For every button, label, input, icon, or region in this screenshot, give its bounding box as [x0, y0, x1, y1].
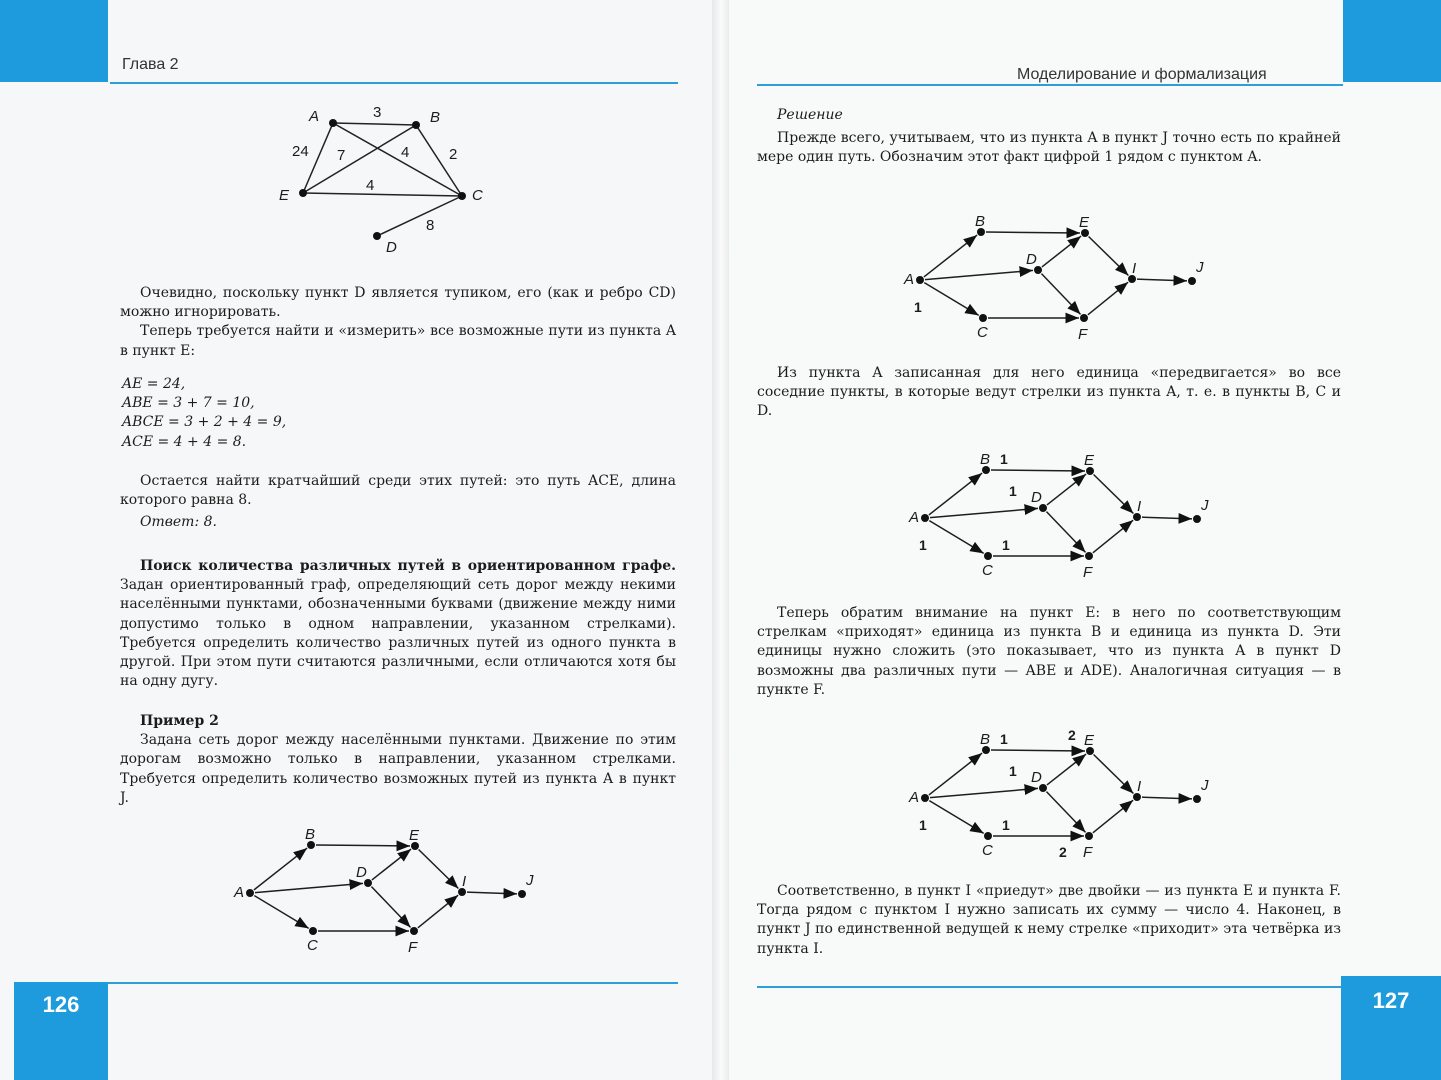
- node-label-c: C: [977, 324, 988, 341]
- node-label-f: F: [1083, 564, 1093, 581]
- node-j: [1193, 515, 1201, 523]
- edge-f-i: [1093, 800, 1133, 833]
- directed-graph-step-2: [890, 442, 1220, 582]
- edge-a-d: [930, 508, 1038, 517]
- node-c: [979, 314, 987, 322]
- edge-f-i: [1088, 282, 1128, 315]
- section-title: Поиск количества различных путей в ориентированном графе.: [140, 558, 676, 574]
- node-a: [921, 794, 929, 802]
- paragraph: [757, 604, 1341, 700]
- node-label-f: F: [1078, 326, 1088, 343]
- node-label-i: I: [462, 873, 467, 890]
- edge-a-b: [929, 473, 982, 515]
- node-label-a: A: [909, 509, 920, 526]
- paragraph-sum: Теперь обратим внимание на пункт E: в него по соответствующим стрелкам «приходят» единица из пункта B и единица из пункта D. Эти единицы нужно сложить (это показывает, что из пункта A в пункт D возможны два различных пути — ABE и ADE). Аналогичная ситуация — в пункте F.: [757, 605, 1341, 698]
- edge-d-f: [1041, 274, 1080, 315]
- node-a: [921, 514, 929, 522]
- node-label-b: B: [980, 731, 991, 748]
- node-label-b: B: [305, 826, 316, 843]
- node-label-e: E: [1079, 214, 1090, 231]
- directed-graph-step-1: [890, 205, 1220, 343]
- answer-line: Ответ: 8.: [140, 514, 217, 531]
- node-f: [1085, 552, 1093, 560]
- node-label-j: J: [1201, 777, 1209, 794]
- node-label-d: D: [1026, 251, 1037, 268]
- node-c: [309, 927, 317, 935]
- node-label-d: D: [1031, 769, 1042, 786]
- weight-ae: 24: [292, 143, 309, 160]
- node-label-i: I: [1132, 260, 1137, 277]
- edge-i-j: [1142, 517, 1192, 519]
- paragraph-result: Соответственно, в пункт I «приедут» две двойки — из пункта E и пункта F. Тогда рядом с пунктом I нужно записать их сумму — число 4. Наконец, в пункт J по единственной ведущей к нему стрелке «приходит» эта четвёрка из пункта I.: [757, 883, 1341, 957]
- node-label-c: C: [982, 562, 993, 579]
- value-label-a: 1: [919, 817, 927, 833]
- edge-i-j: [1137, 279, 1187, 281]
- paragraph-spread: Из пункта A записанная для него единица «передвигается» во все соседние пункты, в которые ведут стрелки из пункта A, т. е. в пункты B, C и D.: [757, 365, 1341, 420]
- value-label-a: 1: [919, 537, 927, 553]
- edge-i-j: [467, 892, 517, 894]
- edge-d-e: [372, 849, 411, 880]
- formula-line: ACE = 4 + 4 = 8.: [122, 433, 247, 450]
- example-title: Пример 2: [140, 713, 219, 729]
- node-j: [518, 890, 526, 898]
- node-label-a: A: [234, 884, 245, 901]
- edge-e-i: [419, 849, 459, 888]
- solution-label: Решение: [777, 107, 843, 123]
- node-label-b: B: [980, 451, 991, 468]
- formula-line: AE = 24,: [122, 376, 186, 392]
- formula-line: ABE = 3 + 7 = 10,: [122, 395, 255, 412]
- edge-a-d: [255, 883, 363, 892]
- paragraph: [120, 284, 676, 361]
- chapter-header: Глава 2: [122, 56, 179, 73]
- value-label-c: 1: [1002, 537, 1010, 553]
- solution-block: [757, 106, 1341, 168]
- edge-f-i: [1093, 520, 1133, 553]
- footer-rule: [108, 982, 678, 984]
- node-label-a: A: [904, 271, 915, 288]
- node-label-f: F: [408, 939, 418, 956]
- node-label-i: I: [1137, 498, 1142, 515]
- node-j: [1188, 277, 1196, 285]
- node-label-j: J: [526, 872, 534, 889]
- edge-e-i: [1089, 236, 1129, 275]
- node-c: [984, 552, 992, 560]
- node-label-b: B: [975, 213, 986, 230]
- node-label-f: F: [1083, 844, 1093, 861]
- paragraph-dead-end: Очевидно, поскольку пункт D является тупиком, его (как и ребро CD) можно игнорировать.: [120, 285, 676, 321]
- node-label-d: D: [386, 239, 397, 256]
- paragraph-start: Прежде всего, учитываем, что из пункта A в пункт J точно есть по крайней мере один путь. Обозначим этот факт цифрой 1 рядом с пунктом A.: [757, 130, 1341, 166]
- left-page: [0, 0, 712, 1080]
- section-text: Задан ориентированный граф, определяющий сеть дорог между некими населёнными пунктами, обозначенными буквами (движение между ними допустимо только в одном направлении, указанном стрелками). Требуется определить количество различных путей из одного пункта в другой. При этом пути считаются различными, если отличаются хотя бы на одну дугу.: [120, 577, 676, 690]
- weight-ac: 4: [401, 144, 410, 161]
- edge-a-b: [254, 848, 307, 890]
- value-label-a: 1: [914, 299, 922, 315]
- value-label-b: 1: [1000, 451, 1008, 467]
- header-rule: [110, 82, 678, 84]
- edge-a-b: [924, 235, 977, 277]
- edge-a-d: [930, 788, 1038, 797]
- edge-d-f: [371, 887, 410, 928]
- node-label-e: E: [1084, 452, 1095, 469]
- node-label-c: C: [307, 937, 318, 954]
- formula-line: ABCE = 3 + 2 + 4 = 9,: [122, 414, 287, 431]
- weight-be: 7: [337, 147, 346, 164]
- value-label-d: 1: [1009, 483, 1017, 499]
- paragraph-paths: Теперь требуется найти и «измерить» все возможные пути из пункта A в пункт E:: [120, 323, 676, 359]
- section-block: [120, 557, 676, 691]
- node-c: [984, 832, 992, 840]
- chapter-tab: [0, 0, 108, 82]
- edge-d-e: [1047, 754, 1086, 785]
- paragraph: [757, 364, 1341, 422]
- node-label-c: C: [982, 842, 993, 859]
- edge-e-i: [1094, 474, 1134, 513]
- weight-ec: 4: [366, 177, 375, 194]
- node-label-e: E: [409, 827, 420, 844]
- edge-d-e: [1042, 236, 1081, 267]
- example-text: Задана сеть дорог между населёнными пунктами. Движение по этим дорогам возможно только в направлении, указанном стрелками. Требуется определить количество возможных путей из пункта A в пункт J.: [120, 732, 676, 806]
- paragraph: [757, 882, 1341, 959]
- edge-f-i: [418, 895, 458, 928]
- weight-cd: 8: [426, 217, 435, 234]
- edge-a-b: [929, 753, 982, 795]
- value-label-f: 2: [1059, 844, 1067, 860]
- value-label-b: 1: [1000, 731, 1008, 747]
- value-label-e: 2: [1068, 727, 1076, 743]
- node-label-e: E: [279, 187, 290, 204]
- node-label-a: A: [909, 789, 920, 806]
- weight-ab: 3: [373, 104, 382, 121]
- node-a: [916, 276, 924, 284]
- directed-graph-example: [225, 822, 545, 957]
- formula-list: [122, 375, 422, 452]
- chapter-tab: [1343, 0, 1441, 82]
- book-spine: [712, 0, 729, 1080]
- header-rule: [757, 84, 1343, 86]
- edge-b-e: [991, 470, 1085, 471]
- edge-d-f: [1046, 512, 1085, 553]
- footer-rule: [757, 986, 1343, 988]
- node-f: [410, 927, 418, 935]
- edge-b-e: [991, 750, 1085, 751]
- node-f: [1085, 832, 1093, 840]
- edge-b-e: [986, 232, 1080, 233]
- edge-e-i: [1094, 754, 1134, 793]
- value-label-c: 1: [1002, 817, 1010, 833]
- edge-a-c: [929, 521, 983, 554]
- node-label-j: J: [1201, 497, 1209, 514]
- edge-i-j: [1142, 797, 1192, 799]
- node-f: [1080, 314, 1088, 322]
- value-label-d: 1: [1009, 763, 1017, 779]
- edge-d-f: [1046, 792, 1085, 833]
- edge-a-c: [254, 896, 308, 929]
- edge-d-e: [1047, 474, 1086, 505]
- page-number: 126: [14, 982, 108, 1080]
- edge-a-c: [929, 801, 983, 834]
- example-block: [120, 712, 676, 808]
- node-label-c: C: [472, 187, 483, 204]
- edge-b-e: [316, 845, 410, 846]
- node-label-a: A: [309, 108, 320, 125]
- page-number: 127: [1341, 976, 1441, 1080]
- node-label-j: J: [1196, 259, 1204, 276]
- node-label-b: B: [430, 109, 441, 126]
- edge-a-c: [924, 283, 978, 316]
- paragraph-shortest: Остается найти кратчайший среди этих путей: это путь ACE, длина которого равна 8.: [120, 473, 676, 509]
- weighted-graph: [270, 100, 510, 260]
- node-a: [246, 889, 254, 897]
- directed-graph-step-3: [880, 718, 1220, 863]
- node-label-d: D: [356, 864, 367, 881]
- section-header: Моделирование и формализация: [1017, 66, 1267, 83]
- node-j: [1193, 795, 1201, 803]
- node-label-e: E: [1084, 732, 1095, 749]
- edge-a-d: [925, 270, 1033, 279]
- node-label-d: D: [1031, 489, 1042, 506]
- paragraph: [120, 472, 676, 533]
- weight-bc: 2: [449, 146, 458, 163]
- node-label-i: I: [1137, 778, 1142, 795]
